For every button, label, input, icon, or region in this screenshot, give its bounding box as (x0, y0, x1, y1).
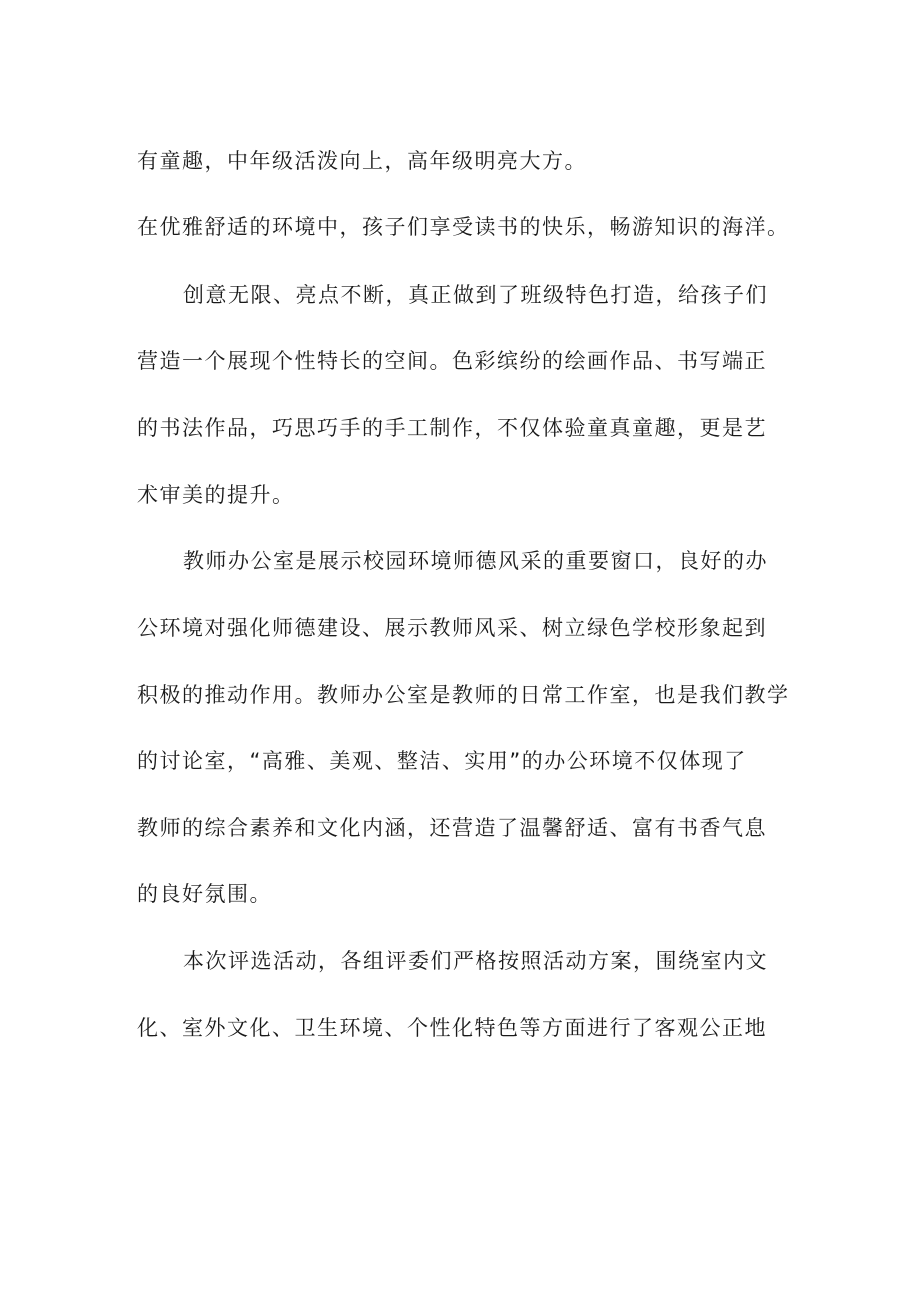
text-line-1: 有童趣，中年级活泼向上，高年级明亮大方。 (137, 149, 587, 173)
text-line-11: 教师的综合素养和文化内涵，还营造了温馨舒适、富有书香气息 (137, 816, 767, 840)
text-line-8: 公环境对强化师德建设、展示教师风采、树立绿色学校形象起到 (137, 616, 767, 640)
text-line-14: 化、室外文化、卫生环境、个性化特色等方面进行了客观公正地 (137, 1016, 767, 1040)
text-line-13: 本次评选活动，各组评委们严格按照活动方案，围绕室内文 (183, 949, 768, 973)
text-line-7: 教师办公室是展示校园环境师德风采的重要窗口，良好的办 (183, 549, 768, 573)
text-line-5: 的书法作品，巧思巧手的手工制作，不仅体验童真童趣，更是艺 (137, 416, 767, 440)
text-line-3: 创意无限、亮点不断，真正做到了班级特色打造，给孩子们 (183, 283, 768, 307)
text-line-4: 营造一个展现个性特长的空间。色彩缤纷的绘画作品、书写端正 (137, 349, 767, 373)
text-line-9: 积极的推动作用。教师办公室是教师的日常工作室，也是我们教学 (137, 683, 790, 707)
text-line-12: 的良好氛围。 (137, 882, 272, 906)
text-line-2: 在优雅舒适的环境中，孩子们享受读书的快乐，畅游知识的海洋。 (137, 215, 790, 239)
text-line-6: 术审美的提升。 (137, 483, 295, 507)
text-line-10: 的讨论室，“高雅、美观、整洁、实用”的办公环境不仅体现了 (137, 749, 747, 773)
